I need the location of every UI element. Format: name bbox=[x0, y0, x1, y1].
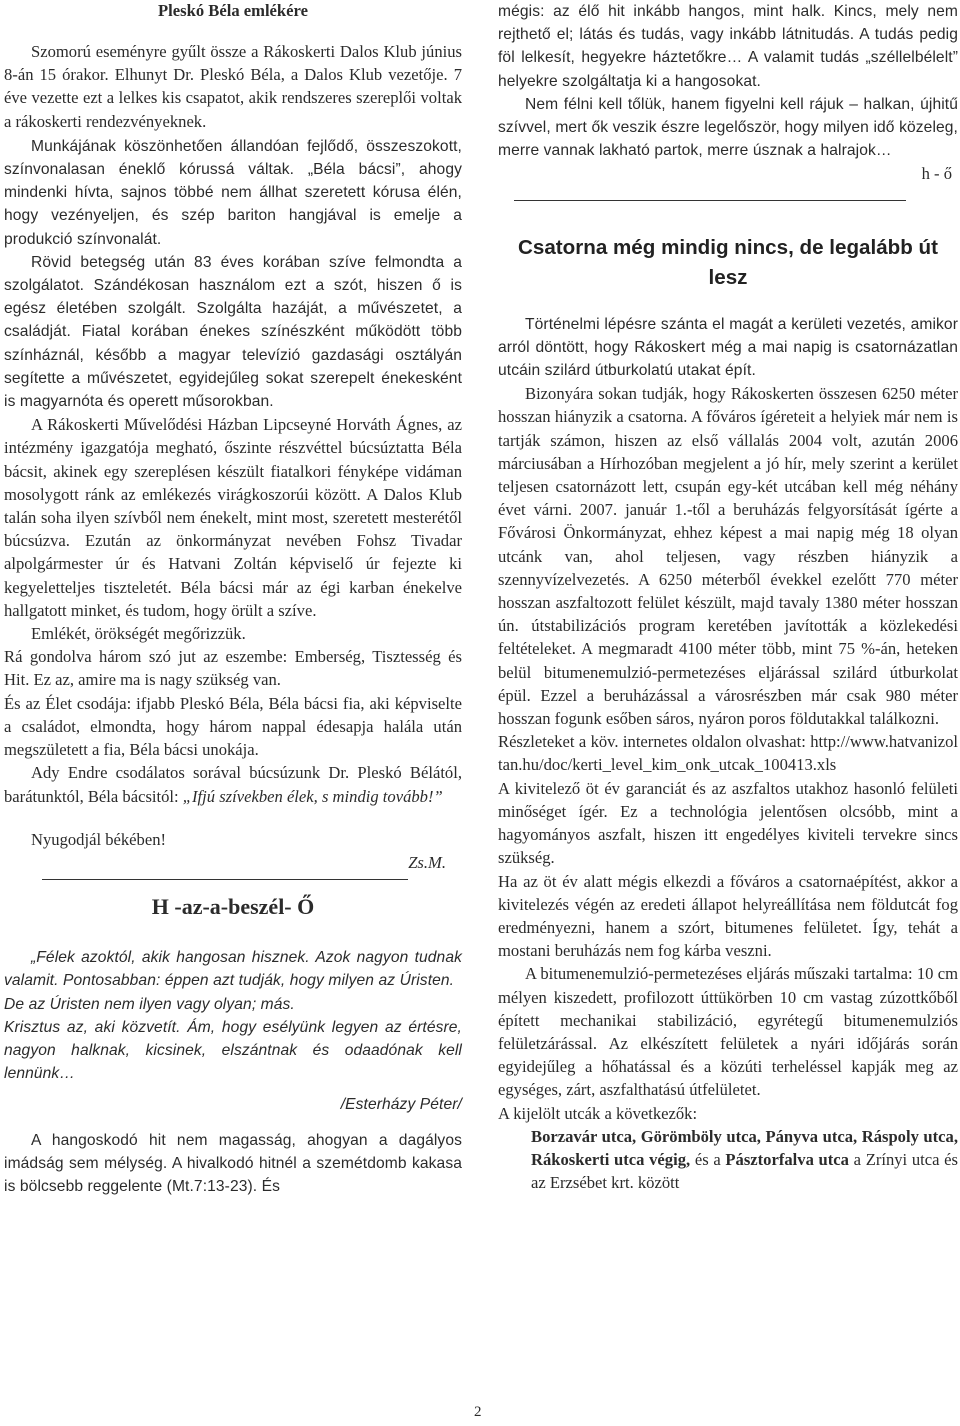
streets-tail: a Zrínyi utca és az Erzsébet krt. között bbox=[531, 1149, 958, 1193]
paragraph: A bitumenemulzió-permetezéses eljárás műszaki tartalma: 10 cm mélyen kiszedett, profilozott úttükörben 10 cm vastag zúzottkőből épített mechanikai stabilizáció, egyrétegű bitumenemulziós felületzárással. Az elkészített felületek a nyári időjárás során egyidejűleg a hőhatással és a közúti terheléssel kapják meg az egységes, zárt, aszfalthatású útfelületet. bbox=[498, 964, 958, 1100]
paragraph: A hangoskodó hit nem magasság, ahogyan a dagályos imádság sem mélység. A hivalkodó hitnél a szemétdomb kakasa is bölcsebb reggelente (Mt.7:13-23). És bbox=[4, 1131, 462, 1195]
paragraph: Bizonyára sokan tudják, hogy Rákoskerten összesen 6250 méter hosszan hiányzik a csatorna. A főváros ígéreteit a helyiek már nem is tartják számon, hiszen az első vállalás 2004 volt, azután 2006 márciusában a Hírhozóban megjelent a jó hír, mely szerint a kerület teljesen csatornázott lett, csupán egy-két utcában kell még néhány évet várni. 2007. január 1.-től a beruházás felgyorsítását ígérte a Fővárosi Önkormányzat, ehhez képest a mai napig még 18 olyan utcánk van, ahol teljesen, vagy részben hiányzik a szennyvízelvezetés. A 6250 méterből évekkel ezelőtt 770 méter hosszan aszfaltozott felület készült, majd tavaly 1380 méter hosszan ún. útstabilizációs program keretében javították a közlekedési feltételeket. A megmaradt 4100 méter több, mint 75 %-án, heteken belül bitumenemulzió-permetezéses eljárással szilárd útburkolat épül. Ezzel a beruházással a városrészben már csak 980 méter hosszan fogunk esőben sáros, nyáron poros földutakkal találkozni. bbox=[498, 384, 958, 729]
paragraph: A Rákoskerti Művelődési Házban Lipcseyné Horváth Ágnes, az intézmény igazgatója megható, őszinte részvéttel búcsúztatta Béla bácsit, akinek egy szereplésen készült fiatalkori fényképe vidáman mosolygott ránk az emlékezés virágkoszorúi között. A Dalos Klub talán soha ilyen szívből nem énekelt, mint most, szeretett mesterétől búcsúzva. Ezután az önkormányzat nevében Fohsz Tivadar alpolgármester úr és Hatvani Zoltán képviselő úr fejezte ki kegyeletteljes tiszteletét. Béla bácsi már az égi karban énekelve hallgatott minket, és tudom, hogy örült a szíve. bbox=[4, 415, 462, 620]
quote-paragraph: Krisztus az, aki közvetít. Ám, hogy esélyünk legyen az értésre, nagyon halknak, kicsinek, elszántnak és odaadónak kell lennünk… bbox=[4, 1018, 462, 1083]
paragraph: mégis: az élő hit inkább hangos, mint halk. Kincs, mely nem rejthető el; látás és tudás, vagy inkább látnitudás. A tudás pedig föl lelkesít, hegyekre háztetőkre… A valamit tudás „széllelbélelt” helyekre szolgáltatja ki a hangosokat. bbox=[498, 3, 958, 90]
paragraph: És az Élet csodája: ifjabb Pleskó Béla, Béla bácsi fia, aki képviselte a családot, elmondta, hogy három nappal édesapja halála után megszületett a fia, Béla bácsi unokája. bbox=[4, 693, 462, 760]
paragraph: Ha az öt év alatt mégis elkezdi a főváros a csatornaépítést, akkor a kivitelezés végén az eredeti állapot helyreállítása nem földutcát fog eredményezni, hanem a szórt, bitumenes felületet. Így, tehát a mostani beruházás nem fog kárba veszni. bbox=[498, 871, 958, 961]
page-number: 2 bbox=[474, 1404, 482, 1420]
street-name-pasztorfalva: Pásztorfalva utca bbox=[725, 1149, 849, 1169]
paragraph: Szomorú eseményre gyűlt össze a Rákoskerti Dalos Klub június 8-án 15 órakor. Elhunyt Dr. Pleskó Béla, a Dalos Klub vezetője. 7 éve vezette ezt a lelkes kis csapatot, akik rendszeres szereplői voltak a rákoskerti rendezvényeknek. bbox=[4, 42, 462, 131]
ady-quote: „Ifjú szívekben élek, s mindig tovább!” bbox=[182, 786, 443, 806]
paragraph-link: Részleteket a köv. internetes oldalon olvashat: http://www.hatvanizoltan.hu/doc/kerti_level_kim_onk_utcak_100413.xls bbox=[498, 732, 958, 775]
streets-connector: és a bbox=[690, 1149, 726, 1169]
quote-intro: Ady Endre csodálatos sorával búcsúzunk Dr. Pleskó Bélától, barátunktól, Béla bácsitól: bbox=[4, 763, 462, 806]
paragraph: Rá gondolva három szó jut az eszembe: Emberség, Tisztesség és Hit. Ez az, amire ma is nagy szükség van. bbox=[4, 647, 462, 690]
paragraph: Rövid betegség után 83 éves korában szíve felmondta a szolgálatot. Szándékosan használom ezt a szót, hiszen ő is egész életében szolgált. Szolgálta hazáját, a művészetet, a családját. Fiatal korában énekes színészként működött több színháznál, később a magyar televízió gazdasági osztályán segítette a művészetet, egyidejűleg sokat szerepelt énekesként is magyarnóta és operett műsorokban. bbox=[4, 253, 462, 411]
signature: Zs.M. bbox=[408, 852, 446, 872]
paragraph: Nem félni kell tőlük, hanem figyelni kell rájuk – halkan, újhitű szívvel, mert ők veszik észre legelőször, hogy milyen idő közeleg, merre vannak lakható partok, merre úsznak a halrajok… bbox=[498, 95, 958, 160]
quote-author: /Esterházy Péter/ bbox=[340, 1096, 462, 1114]
right-column bbox=[498, 0, 958, 1194]
street-names: Borzavár utca, Görömböly utca, Pányva utca, Ráspoly utca, Rákoskerti utca végig, bbox=[531, 1126, 958, 1169]
paragraph: A kivitelező öt év garanciát és az aszfaltos utakhoz hasonló felületi minőséget ígér. Ez a technológia jelentősen olcsóbb, mint a hagyományos aszfalt, hiszen itt engedélyes kiviteli tervekre sincs szükség. bbox=[498, 778, 958, 868]
quote-paragraph: „Félek azoktól, akik hangosan hisznek. Azok nagyon tudnak valamit. Pontosabban: éppen azt tudják, hogy milyen az Úristen. bbox=[4, 949, 462, 990]
paragraph: Történelmi lépésre szánta el magát a kerületi vezetés, amikor arról döntött, hogy Rákoskert még a mai napig is csatornázatlan utcáin szilárd útburkolatú utakat épít. bbox=[498, 315, 958, 380]
paragraph: Emlékét, örökségét megőrizzük. bbox=[31, 624, 246, 644]
paragraph-ady-quote bbox=[4, 761, 462, 807]
paragraph: A kijelölt utcák a következők: bbox=[498, 1103, 698, 1123]
paragraph: Munkájának köszönhetően állandóan fejlődő, összeszokott, színvonalasan éneklő kórussá váltak. „Béla bácsi”, ahogy mindenki hívta, sajnos többé nem állhat szeretett kórusa élén, hogy vezényeljen, és szép bariton hangjával is emelje a produkció színvonalát. bbox=[4, 137, 462, 248]
quote-paragraph: De az Úristen nem ilyen vagy olyan; más. bbox=[4, 995, 295, 1013]
article-title-plesko: Pleskó Béla emlékére bbox=[158, 1, 308, 20]
article-heading-h-az-a-beszel: H -az-a-beszél- Ő bbox=[151, 894, 315, 920]
streets-list bbox=[498, 1125, 958, 1195]
farewell-text: Nyugodjál békében! bbox=[31, 829, 167, 849]
article-heading-csatorna: Csatorna még mindig nincs, de legalább út lesz bbox=[518, 235, 938, 289]
signature: h - ő bbox=[921, 164, 952, 184]
left-column bbox=[4, 0, 462, 1198]
